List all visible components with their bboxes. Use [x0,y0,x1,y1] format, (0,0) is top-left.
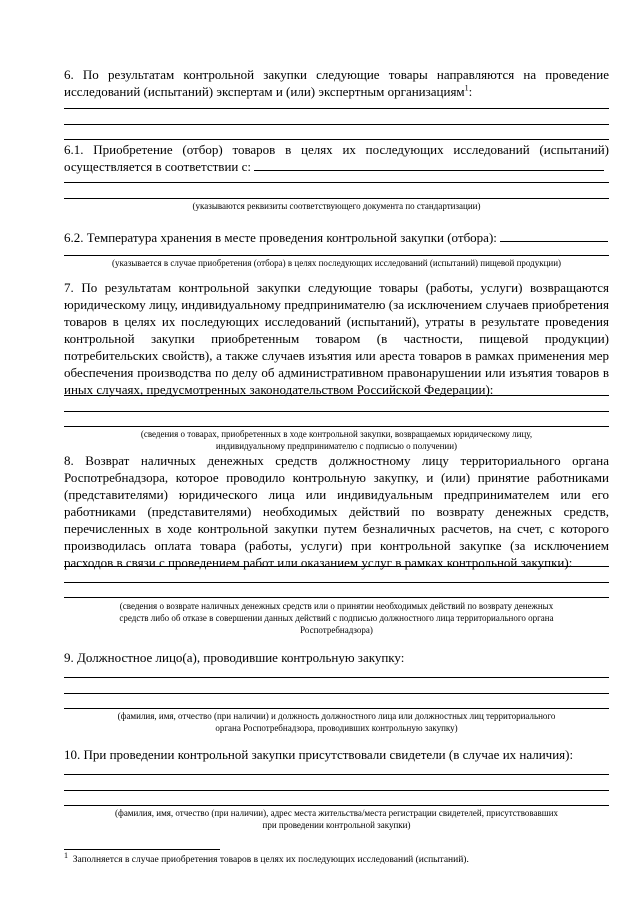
section-6-2 [64,229,609,246]
section-6 [64,66,609,100]
footnote [64,850,609,866]
section-6-2-text: 6.2. Температура хранения в месте проведения контрольной закупки (отбора): [64,229,609,246]
section-6-text: 6. По результатам контрольной закупки следующие товары направляются на проведение исследований (испытаний) экспертам и (или) экспертным организациям$^1$: [64,67,609,99]
section-9 [64,649,609,666]
section-7 [64,279,609,398]
section-10 [64,746,609,763]
section-9-text: 9. Должностное лицо(а), проводившие контрольную закупку: [64,650,405,665]
section-10-caption: (фамилия, имя, отчество (при наличии), адрес места жительства/места регистрации свидетелей, присутствовавших при проведении контрольной закупки) [114,808,559,830]
fill-line[interactable] [64,566,609,567]
fill-line[interactable] [64,139,609,140]
section-6-2-caption: (указывается в случае приобретения (отбора) в целях последующих исследований (испытаний) пищевой продукции) [111,258,562,268]
storage-temperature-field[interactable] [500,229,608,242]
fill-line[interactable] [64,597,609,598]
section-8-caption: (сведения о возврате наличных денежных средств или о принятии необходимых действий по возврату денежных средств либо об отказе в совершении данных действий с подписью должностного лица территориального органа Роспотребнадзора) [119,601,554,635]
fill-line[interactable] [64,708,609,709]
footnote-ref: 1 [464,83,469,93]
fill-line[interactable] [64,677,609,678]
section-9-caption: (фамилия, имя, отчество (при наличии) и должность должностного лица или должностных лиц территориального органа Роспотребнадзора, проводивших контрольную закупку) [117,711,556,733]
section-6-1-line1: 6.1. Приобретение (отбор) товаров в целях их последующих исследований (испытаний) [64,142,609,157]
section-6-1 [64,141,609,175]
footnote-rule [64,849,220,850]
fill-line[interactable] [64,124,609,125]
fill-line[interactable] [64,774,609,775]
standard-requisites-field[interactable] [254,158,604,171]
fill-line[interactable] [64,693,609,694]
fill-line[interactable] [64,198,609,199]
section-7-caption: (сведения о товарах, приобретенных в ходе контрольной закупки, возвращаемых юридическому лицу, индивидуальному предпринимателю с подписью о получении) [140,429,533,451]
fill-line[interactable] [64,395,609,396]
fill-line[interactable] [64,805,609,806]
fill-line[interactable] [64,108,609,109]
fill-line[interactable] [64,426,609,427]
footnote-text: Заполняется в случае приобретения товаров в целях их последующих исследований (испытаний). [72,855,469,865]
section-6-1-line2: осуществляется в соответствии с: [64,158,609,175]
section-8-text: 8. Возврат наличных денежных средств должностному лицу территориального органа Роспотребнадзора, которое проводило контрольную закупку, и (или) принятие работниками (представителями) юридического лица или индивидуальным предпринимателем или его работниками (представителями) необходимых действий по возврату денежных средств, перечисленных в ходе контрольной закупки путем безналичных расчетов, на счет, с которого производилась оплата товара (работы, услуги) при контрольной закупке (за исключением расходов в связи с проведением работ или оказанием услуг в рамках контрольной закупки): [64,453,609,570]
footnote-mark: 1 [64,850,68,860]
fill-line[interactable] [64,790,609,791]
section-8 [64,452,609,571]
section-6-1-caption: (указываются реквизиты соответствующего документа по стандартизации) [192,201,481,211]
fill-line[interactable] [64,411,609,412]
fill-line[interactable] [64,255,609,256]
fill-line[interactable] [64,182,609,183]
section-10-text: 10. При проведении контрольной закупки присутствовали свидетели (в случае их наличия): [64,747,574,762]
section-7-text: 7. По результатам контрольной закупки следующие товары (работы, услуги) возвращаются юридическому лицу, индивидуальному предпринимателю (за исключением случаев приобретения товаров в целях их последующих исследований (испытаний), утраты в результате проведения контрольной закупки приобретенным товаром (в частности, пищевой продукции) потребительских свойств), а также случаев изъятия или ареста товаров в рамках применения мер обеспечения производства по делу об административном правонарушении или изъятия товаров в иных случаях, предусмотренных законодательством Российской Федерации): [64,280,609,397]
fill-line[interactable] [64,582,609,583]
